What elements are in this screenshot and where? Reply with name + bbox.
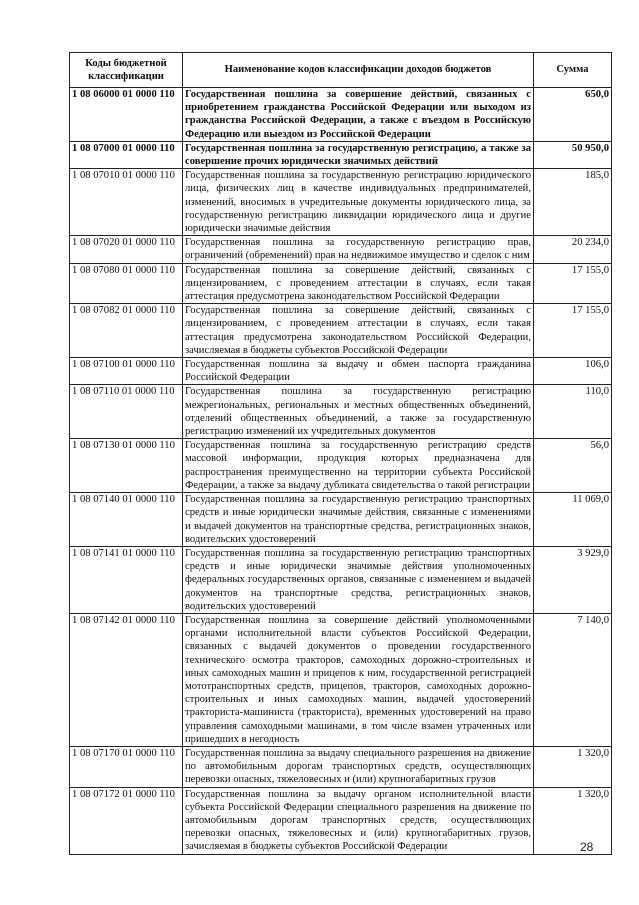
table-row (70, 263, 612, 304)
table-row (70, 546, 612, 613)
table-row (70, 88, 612, 142)
code-cell: 1 08 07130 01 0000 110 (70, 439, 183, 493)
table-row (70, 236, 612, 263)
code-cell: 1 08 07142 01 0000 110 (70, 613, 183, 746)
code-cell: 1 08 07172 01 0000 110 (70, 787, 183, 854)
table-header-row (70, 53, 612, 88)
page-number: 28 (580, 840, 594, 854)
sum-cell: 17 155,0 (534, 304, 612, 358)
sum-cell: 1 320,0 (534, 787, 612, 854)
sum-cell: 110,0 (534, 385, 612, 439)
code-cell: 1 08 07010 01 0000 110 (70, 169, 183, 236)
sum-cell: 17 155,0 (534, 263, 612, 304)
code-cell: 1 08 07082 01 0000 110 (70, 304, 183, 358)
sum-cell: 3 929,0 (534, 546, 612, 613)
sum-cell: 650,0 (534, 88, 612, 142)
table-row (70, 385, 612, 439)
name-cell: Государственная пошлина за совершение действий, связанных с лицензированием, с проведением аттестации в случаях, если такая аттестация предусмотрена законодательством Российской Федерации (183, 263, 534, 304)
sum-cell: 20 234,0 (534, 236, 612, 263)
code-cell: 1 08 06000 01 0000 110 (70, 88, 183, 142)
code-cell: 1 08 07000 01 0000 110 (70, 141, 183, 168)
code-cell: 1 08 07110 01 0000 110 (70, 385, 183, 439)
table-row (70, 746, 612, 787)
sum-cell: 106,0 (534, 358, 612, 385)
table-row (70, 493, 612, 547)
name-cell: Государственная пошлина за выдачу и обмен паспорта гражданина Российской Федерации (183, 358, 534, 385)
table-row (70, 787, 612, 854)
name-cell: Государственная пошлина за государственную регистрацию юридического лица, физических лиц в качестве индивидуальных предпринимателей, изменений, вносимых в учредительные документы юридического лица, за государственную регистрацию ликвидации юридического лица и другие юридически значимые действия (183, 169, 534, 236)
name-cell: Государственная пошлина за совершение действий, связанных с приобретением гражданства Российской Федерации или выходом из гражданства Российской Федерации, а также с въездом в Российскую Федерацию или выездом из Российской Федерации (183, 88, 534, 142)
code-cell: 1 08 07140 01 0000 110 (70, 493, 183, 547)
header-name: Наименование кодов классификации доходов бюджетов (183, 53, 534, 88)
name-cell: Государственная пошлина за государственную регистрацию межрегиональных, региональных и местных общественных объединений, отделений общественных объединений, а также за государственную регистрацию изменений их учредительных документов (183, 385, 534, 439)
code-cell: 1 08 07020 01 0000 110 (70, 236, 183, 263)
table-row (70, 169, 612, 236)
name-cell: Государственная пошлина за государственную регистрацию средств массовой информации, продукция которых предназначена для распространения преимущественно на территории субъекта Российской Федерации, а также за выдачу дубликата свидетельства о такой регистрации (183, 439, 534, 493)
name-cell: Государственная пошлина за государственную регистрацию прав, ограничений (обременений) прав на недвижимое имущество и сделок с ним (183, 236, 534, 263)
name-cell: Государственная пошлина за выдачу специального разрешения на движение по автомобильным дорогам транспортных средств, осуществляющих перевозки опасных, тяжеловесных и (или) крупногабаритных грузов (183, 746, 534, 787)
table-row (70, 141, 612, 168)
table-row (70, 439, 612, 493)
sum-cell: 56,0 (534, 439, 612, 493)
name-cell: Государственная пошлина за выдачу органом исполнительной власти субъекта Российской Федерации специального разрешения на движение по автомобильным дорогам транспортных средств, осуществляющих перевозки опасных, тяжеловесных и (или) крупногабаритных грузов, зачисляемая в бюджеты субъектов Российской Федерации (183, 787, 534, 854)
code-cell: 1 08 07141 01 0000 110 (70, 546, 183, 613)
sum-cell: 50 950,0 (534, 141, 612, 168)
code-cell: 1 08 07170 01 0000 110 (70, 746, 183, 787)
header-sum: Сумма (534, 53, 612, 88)
budget-classification-table (69, 52, 612, 855)
name-cell: Государственная пошлина за совершение действий, связанных с лицензированием, с проведением аттестации в случаях, если такая аттестация предусмотрена законодательством Российской Федерации, зачисляемая в бюджеты субъектов Российской Федерации (183, 304, 534, 358)
sum-cell: 185,0 (534, 169, 612, 236)
table-body (70, 88, 612, 855)
name-cell: Государственная пошлина за государственную регистрацию, а также за совершение прочих юридически значимых действий (183, 141, 534, 168)
code-cell: 1 08 07080 01 0000 110 (70, 263, 183, 304)
name-cell: Государственная пошлина за совершение действий уполномоченными органами исполнительной власти субъектов Российской Федерации, связанных с выдачей документов о проведении государственного технического осмотра тракторов, самоходных дорожно-строительных и иных самоходных машин и прицепов к ним, государственной регистрацией мототранспортных средств, прицепов, тракторов, самоходных дорожно-строительных и иных самоходных машин, выдачей удостоверений тракториста-машиниста (тракториста), временных удостоверений на право управления самоходными машинами, в том числе взамен утраченных или пришедших в негодность (183, 613, 534, 746)
name-cell: Государственная пошлина за государственную регистрацию транспортных средств и иные юридически значимые действия, связанные с изменениями и выдачей документов на транспортные средства, регистрационных знаков, водительских удостоверений (183, 493, 534, 547)
sum-cell: 1 320,0 (534, 746, 612, 787)
table-row (70, 304, 612, 358)
header-code: Коды бюджетной классификации (70, 53, 183, 88)
code-cell: 1 08 07100 01 0000 110 (70, 358, 183, 385)
table-row (70, 613, 612, 746)
name-cell: Государственная пошлина за государственную регистрацию транспортных средств и иные юридически значимые действия уполномоченных федеральных государственных органов, связанные с изменением и выдачей документов на транспортные средства, регистрационных знаков, водительских удостоверений (183, 546, 534, 613)
table-row (70, 358, 612, 385)
sum-cell: 7 140,0 (534, 613, 612, 746)
sum-cell: 11 069,0 (534, 493, 612, 547)
